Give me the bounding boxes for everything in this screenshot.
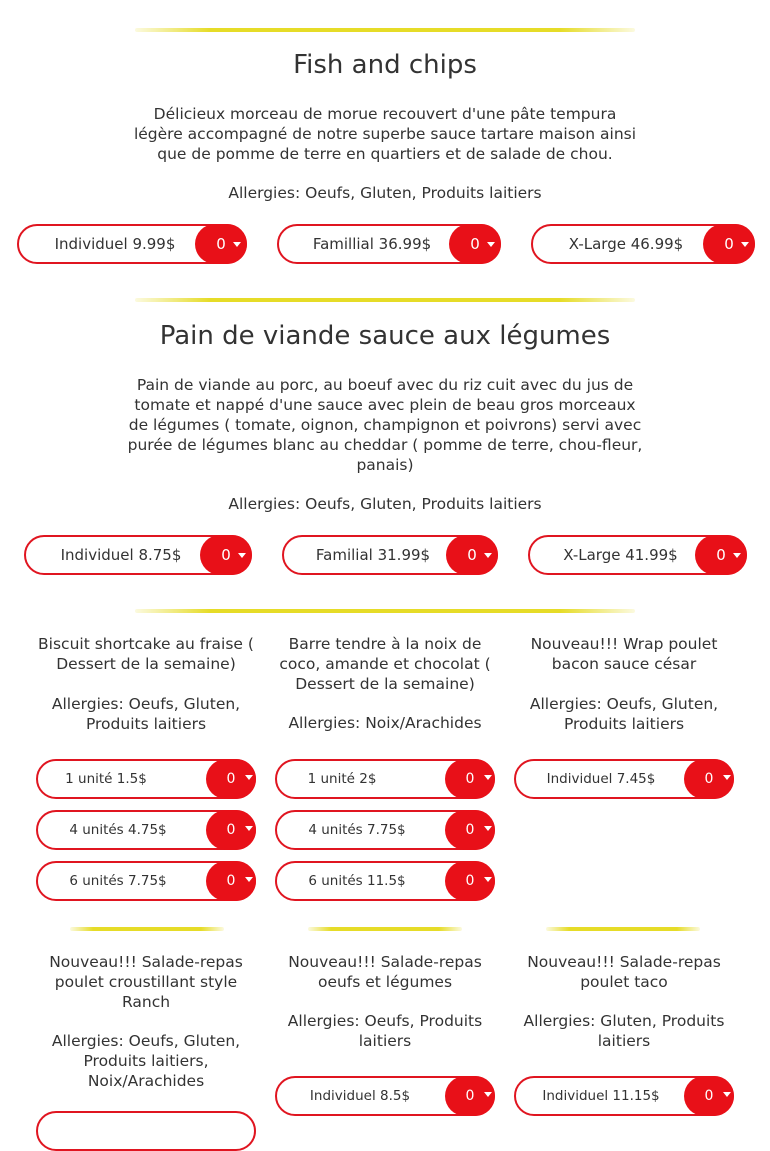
quantity-select[interactable]: 0 [206,759,256,799]
option-label: Individuel 7.45$ [546,771,656,787]
dropdown-caret-icon [245,775,253,780]
quantity-select[interactable]: 0 [695,535,747,575]
option-label: 6 unités 11.5$ [308,873,406,889]
option-label: Famillial 36.99$ [312,235,432,253]
quantity-select[interactable]: 0 [703,224,755,264]
unit-option [36,861,256,901]
quantity-select[interactable]: 0 [206,810,256,850]
dropdown-caret-icon [245,877,253,882]
dropdown-caret-icon [484,877,492,882]
item-title: Nouveau!!! Salade-repas oeufs et légumes [288,953,482,991]
option-label: Individuel 8.5$ [309,1088,411,1104]
option-label: 1 unité 2$ [307,771,377,787]
dish-description: Pain de viande au porc, au boeuf avec du riz cuit avec du jus de tomate et nappé d'une sauce avec plein de beau gros morceaux de légumes ( tomate, oignon, champignon et poivrons) servi avec purée de légumes blanc au cheddar ( pomme de terre, chou-fleur, panais) [127,376,643,474]
dish-title: Pain de viande sauce aux légumes [159,321,611,351]
item-title: Barre tendre à la noix de coco, amande et chocolat ( Dessert de la semaine) [279,635,491,693]
item-title: Nouveau!!! Wrap poulet bacon sauce césar [530,635,718,673]
size-option-xlarge [531,224,755,264]
dropdown-caret-icon [245,826,253,831]
unit-option [275,810,495,850]
quantity-select[interactable]: 0 [195,224,247,264]
unit-option [275,1076,495,1116]
section-divider [135,28,635,32]
quantity-select[interactable]: 0 [446,535,498,575]
dish-allergies: Allergies: Oeufs, Gluten, Produits laitiers [228,495,542,513]
size-option-familial [277,224,501,264]
dish-title: Fish and chips [293,50,477,80]
option-label: 4 unités 4.75$ [69,822,167,838]
unit-option [36,759,256,799]
dropdown-caret-icon [484,826,492,831]
quantity-select[interactable]: 0 [206,861,256,901]
option-label: Individuel 8.75$ [60,546,182,564]
quantity-select[interactable]: 0 [445,810,495,850]
size-option-individuel [24,535,252,575]
dropdown-caret-icon [484,775,492,780]
option-label: Individuel 11.15$ [542,1088,660,1104]
unit-option-partial [36,1111,256,1151]
option-label: 6 unités 7.75$ [69,873,167,889]
item-allergies: Allergies: Oeufs, Gluten, Produits laitiers [529,695,719,733]
dropdown-caret-icon [733,553,741,558]
option-label: X-Large 41.99$ [563,546,678,564]
quantity-select[interactable]: 0 [449,224,501,264]
item-title: Biscuit shortcake au fraise ( Dessert de la semaine) [38,635,254,673]
option-label: 4 unités 7.75$ [308,822,406,838]
quantity-select[interactable]: 0 [200,535,252,575]
unit-option [514,1076,734,1116]
item-title: Nouveau!!! Salade-repas poulet taco [527,953,721,991]
item-allergies: Allergies: Oeufs, Gluten, Produits laitiers [51,695,241,733]
unit-option [275,861,495,901]
item-title: Nouveau!!! Salade-repas poulet croustillant style Ranch [49,953,243,1011]
unit-option [275,759,495,799]
item-divider [546,927,700,931]
section-divider [135,298,635,302]
dish-description: Délicieux morceau de morue recouvert d'une pâte tempura légère accompagné de notre superbe sauce tartare maison ainsi que de pomme de terre en quartiers et de salade de chou. [133,105,637,163]
quantity-select[interactable]: 0 [445,861,495,901]
dropdown-caret-icon [723,1092,731,1097]
item-divider [308,927,462,931]
quantity-select[interactable]: 0 [684,1076,734,1116]
unit-option [514,759,734,799]
option-label: 1 unité 1.5$ [65,771,147,787]
item-allergies: Allergies: Noix/Arachides [288,714,482,732]
size-option-familial [282,535,498,575]
section-divider [135,609,635,613]
size-option-individuel [17,224,247,264]
option-label: Individuel 9.99$ [54,235,176,253]
quantity-select[interactable]: 0 [445,759,495,799]
quantity-select[interactable]: 0 [684,759,734,799]
dish-allergies: Allergies: Oeufs, Gluten, Produits laitiers [228,184,542,202]
dropdown-caret-icon [238,553,246,558]
quantity-select[interactable]: 0 [445,1076,495,1116]
item-divider [70,927,224,931]
item-allergies: Allergies: Oeufs, Gluten, Produits laitiers, Noix/Arachides [51,1032,241,1090]
size-option-xlarge [528,535,747,575]
option-label: X-Large 46.99$ [568,235,684,253]
dropdown-caret-icon [484,1092,492,1097]
dropdown-caret-icon [741,242,749,247]
option-label: Familial 31.99$ [315,546,431,564]
dropdown-caret-icon [723,775,731,780]
dropdown-caret-icon [233,242,241,247]
unit-option [36,810,256,850]
item-allergies: Allergies: Gluten, Produits laitiers [523,1012,725,1050]
dropdown-caret-icon [487,242,495,247]
item-allergies: Allergies: Oeufs, Produits laitiers [287,1012,483,1050]
dropdown-caret-icon [484,553,492,558]
